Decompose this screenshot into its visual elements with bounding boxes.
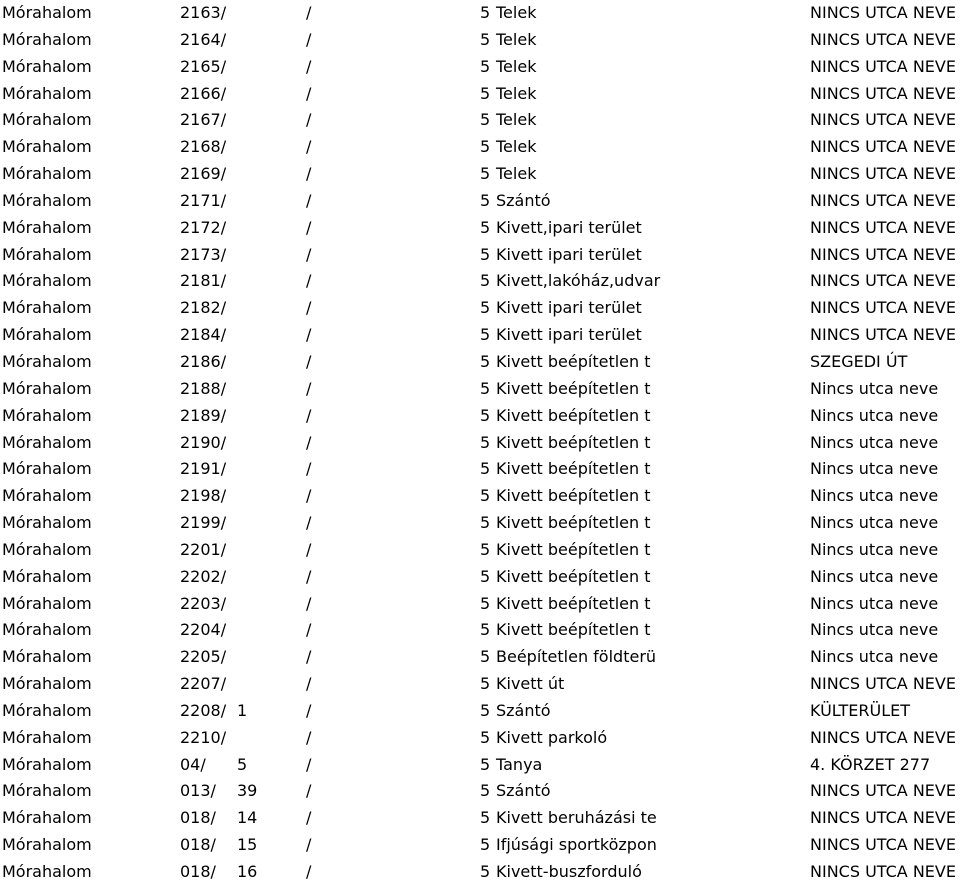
city-cell: Mórahalom [2, 325, 92, 345]
separator-cell: / [306, 110, 312, 130]
table-row [0, 430, 960, 457]
count-cell: 5 [480, 56, 491, 76]
city-cell: Mórahalom [2, 781, 92, 801]
separator-cell: / [306, 325, 312, 345]
street-cell: Nincs utca neve [810, 405, 939, 425]
separator-cell: / [306, 727, 312, 747]
land-type-cell: Ifjúsági sportközpon [496, 835, 657, 855]
count-cell: 5 [480, 513, 491, 533]
table-row [0, 349, 960, 376]
land-type-cell: Beépítetlen földterü [496, 647, 657, 667]
land-type-cell: Telek [496, 110, 537, 130]
separator-cell: / [306, 3, 312, 22]
land-type-cell: Szántó [496, 781, 551, 801]
parcel-number-cell: 2201/ [180, 539, 227, 559]
count-cell: 5 [480, 593, 491, 613]
parcel-subnumber-cell: 15 [237, 835, 258, 855]
count-cell: 5 [480, 674, 491, 694]
separator-cell: / [306, 620, 312, 640]
count-cell: 5 [480, 110, 491, 130]
separator-cell: / [306, 754, 312, 774]
table-row [0, 671, 960, 698]
land-type-cell: Kivett beépítetlen t [496, 486, 651, 506]
street-cell: NINCS UTCA NEVE [810, 29, 956, 49]
land-type-cell: Kivett beépítetlen t [496, 566, 651, 586]
land-type-cell: Kivett,ipari terület [496, 217, 642, 237]
city-cell: Mórahalom [2, 674, 92, 694]
table-row [0, 161, 960, 188]
separator-cell: / [306, 190, 312, 210]
count-cell: 5 [480, 405, 491, 425]
table-row [0, 644, 960, 671]
street-cell: NINCS UTCA NEVE [810, 56, 956, 76]
table-row [0, 805, 960, 832]
count-cell: 5 [480, 378, 491, 398]
parcel-number-cell: 2208/ [180, 700, 227, 720]
street-cell: Nincs utca neve [810, 378, 939, 398]
parcel-number-cell: 2184/ [180, 325, 227, 345]
land-type-cell: Kivett beépítetlen t [496, 513, 651, 533]
land-type-cell: Kivett ipari terület [496, 325, 642, 345]
street-cell: NINCS UTCA NEVE [810, 110, 956, 130]
separator-cell: / [306, 513, 312, 533]
parcel-number-cell: 2163/ [180, 3, 227, 22]
street-cell: Nincs utca neve [810, 459, 939, 479]
table-row [0, 859, 960, 886]
parcel-number-cell: 2203/ [180, 593, 227, 613]
city-cell: Mórahalom [2, 217, 92, 237]
table-row [0, 242, 960, 269]
count-cell: 5 [480, 486, 491, 506]
count-cell: 5 [480, 137, 491, 157]
table-row [0, 725, 960, 752]
table-row [0, 0, 960, 27]
street-cell: NINCS UTCA NEVE [810, 190, 956, 210]
land-type-cell: Kivett beépítetlen t [496, 432, 651, 452]
street-cell: NINCS UTCA NEVE [810, 3, 956, 22]
city-cell: Mórahalom [2, 835, 92, 855]
street-cell: Nincs utca neve [810, 539, 939, 559]
count-cell: 5 [480, 781, 491, 801]
city-cell: Mórahalom [2, 378, 92, 398]
parcel-number-cell: 2204/ [180, 620, 227, 640]
street-cell: Nincs utca neve [810, 513, 939, 533]
parcel-number-cell: 2166/ [180, 83, 227, 103]
parcel-number-cell: 2190/ [180, 432, 227, 452]
count-cell: 5 [480, 164, 491, 184]
table-row [0, 107, 960, 134]
city-cell: Mórahalom [2, 486, 92, 506]
table-row [0, 617, 960, 644]
parcel-number-cell: 2164/ [180, 29, 227, 49]
land-type-cell: Telek [496, 3, 537, 22]
street-cell: Nincs utca neve [810, 486, 939, 506]
parcel-number-cell: 2210/ [180, 727, 227, 747]
separator-cell: / [306, 647, 312, 667]
table-row [0, 81, 960, 108]
count-cell: 5 [480, 566, 491, 586]
parcel-subnumber-cell: 16 [237, 862, 258, 881]
separator-cell: / [306, 566, 312, 586]
city-cell: Mórahalom [2, 432, 92, 452]
table-row [0, 134, 960, 161]
land-type-cell: Telek [496, 56, 537, 76]
table-row [0, 537, 960, 564]
land-type-cell: Kivett,lakóház,udvar [496, 271, 661, 291]
parcel-number-cell: 2182/ [180, 298, 227, 318]
count-cell: 5 [480, 539, 491, 559]
parcel-number-cell: 018/ [180, 862, 216, 881]
table-row [0, 215, 960, 242]
parcel-subnumber-cell: 5 [237, 754, 248, 774]
city-cell: Mórahalom [2, 808, 92, 828]
city-cell: Mórahalom [2, 566, 92, 586]
table-row [0, 376, 960, 403]
land-type-cell: Telek [496, 164, 537, 184]
count-cell: 5 [480, 862, 491, 881]
street-cell: NINCS UTCA NEVE [810, 217, 956, 237]
land-type-cell: Kivett beépítetlen t [496, 539, 651, 559]
land-type-cell: Kivett beépítetlen t [496, 459, 651, 479]
table-row [0, 403, 960, 430]
separator-cell: / [306, 378, 312, 398]
city-cell: Mórahalom [2, 3, 92, 22]
land-type-cell: Tanya [496, 754, 543, 774]
parcel-number-cell: 2186/ [180, 351, 227, 371]
land-type-cell: Kivett beépítetlen t [496, 620, 651, 640]
street-cell: NINCS UTCA NEVE [810, 862, 956, 881]
parcel-number-cell: 2199/ [180, 513, 227, 533]
parcel-number-cell: 2189/ [180, 405, 227, 425]
table-row [0, 27, 960, 54]
separator-cell: / [306, 593, 312, 613]
land-type-cell: Kivett beépítetlen t [496, 351, 651, 371]
street-cell: NINCS UTCA NEVE [810, 781, 956, 801]
table-row [0, 322, 960, 349]
table-row [0, 188, 960, 215]
separator-cell: / [306, 405, 312, 425]
street-cell: Nincs utca neve [810, 647, 939, 667]
city-cell: Mórahalom [2, 190, 92, 210]
count-cell: 5 [480, 325, 491, 345]
city-cell: Mórahalom [2, 593, 92, 613]
street-cell: NINCS UTCA NEVE [810, 325, 956, 345]
street-cell: NINCS UTCA NEVE [810, 674, 956, 694]
street-cell: Nincs utca neve [810, 620, 939, 640]
parcel-number-cell: 2205/ [180, 647, 227, 667]
table-row [0, 752, 960, 779]
city-cell: Mórahalom [2, 539, 92, 559]
parcel-number-cell: 2165/ [180, 56, 227, 76]
count-cell: 5 [480, 3, 491, 22]
table-row [0, 510, 960, 537]
table-row [0, 698, 960, 725]
city-cell: Mórahalom [2, 56, 92, 76]
separator-cell: / [306, 700, 312, 720]
separator-cell: / [306, 164, 312, 184]
street-cell: NINCS UTCA NEVE [810, 137, 956, 157]
street-cell: SZEGEDI ÚT [810, 351, 908, 371]
parcel-number-cell: 2171/ [180, 190, 227, 210]
count-cell: 5 [480, 754, 491, 774]
count-cell: 5 [480, 620, 491, 640]
land-type-cell: Kivett-buszforduló [496, 862, 642, 881]
separator-cell: / [306, 351, 312, 371]
street-cell: Nincs utca neve [810, 432, 939, 452]
count-cell: 5 [480, 83, 491, 103]
land-type-cell: Telek [496, 137, 537, 157]
city-cell: Mórahalom [2, 83, 92, 103]
city-cell: Mórahalom [2, 647, 92, 667]
street-cell: NINCS UTCA NEVE [810, 271, 956, 291]
city-cell: Mórahalom [2, 244, 92, 264]
land-type-cell: Kivett parkoló [496, 727, 608, 747]
city-cell: Mórahalom [2, 620, 92, 640]
city-cell: Mórahalom [2, 164, 92, 184]
separator-cell: / [306, 862, 312, 881]
street-cell: NINCS UTCA NEVE [810, 244, 956, 264]
land-type-cell: Kivett ipari terület [496, 244, 642, 264]
land-type-cell: Szántó [496, 700, 551, 720]
table-row [0, 54, 960, 81]
street-cell: 4. KÖRZET 277 [810, 754, 931, 774]
separator-cell: / [306, 835, 312, 855]
separator-cell: / [306, 29, 312, 49]
parcel-number-cell: 2202/ [180, 566, 227, 586]
city-cell: Mórahalom [2, 754, 92, 774]
street-cell: NINCS UTCA NEVE [810, 164, 956, 184]
separator-cell: / [306, 298, 312, 318]
separator-cell: / [306, 539, 312, 559]
table-row [0, 483, 960, 510]
count-cell: 5 [480, 647, 491, 667]
separator-cell: / [306, 781, 312, 801]
parcel-number-cell: 04/ [180, 754, 206, 774]
count-cell: 5 [480, 351, 491, 371]
separator-cell: / [306, 674, 312, 694]
land-type-cell: Telek [496, 29, 537, 49]
parcel-number-cell: 2172/ [180, 217, 227, 237]
count-cell: 5 [480, 700, 491, 720]
land-type-cell: Szántó [496, 190, 551, 210]
separator-cell: / [306, 56, 312, 76]
parcel-number-cell: 2207/ [180, 674, 227, 694]
count-cell: 5 [480, 29, 491, 49]
city-cell: Mórahalom [2, 298, 92, 318]
street-cell: Nincs utca neve [810, 566, 939, 586]
parcel-number-cell: 2168/ [180, 137, 227, 157]
street-cell: Nincs utca neve [810, 593, 939, 613]
separator-cell: / [306, 271, 312, 291]
table-row [0, 832, 960, 859]
street-cell: KÜLTERÜLET [810, 700, 910, 720]
street-cell: NINCS UTCA NEVE [810, 298, 956, 318]
land-type-cell: Kivett ipari terület [496, 298, 642, 318]
count-cell: 5 [480, 190, 491, 210]
parcel-subnumber-cell: 39 [237, 781, 258, 801]
land-type-cell: Kivett beépítetlen t [496, 378, 651, 398]
city-cell: Mórahalom [2, 110, 92, 130]
table-row [0, 456, 960, 483]
parcel-number-cell: 2169/ [180, 164, 227, 184]
parcel-subnumber-cell: 14 [237, 808, 258, 828]
count-cell: 5 [480, 835, 491, 855]
land-type-cell: Kivett beruházási te [496, 808, 657, 828]
street-cell: NINCS UTCA NEVE [810, 835, 956, 855]
parcel-number-cell: 2167/ [180, 110, 227, 130]
separator-cell: / [306, 486, 312, 506]
separator-cell: / [306, 137, 312, 157]
table-row [0, 295, 960, 322]
count-cell: 5 [480, 808, 491, 828]
table-row [0, 591, 960, 618]
separator-cell: / [306, 808, 312, 828]
count-cell: 5 [480, 298, 491, 318]
count-cell: 5 [480, 432, 491, 452]
land-type-cell: Kivett beépítetlen t [496, 593, 651, 613]
count-cell: 5 [480, 727, 491, 747]
parcel-number-cell: 018/ [180, 835, 216, 855]
city-cell: Mórahalom [2, 271, 92, 291]
parcel-number-cell: 2188/ [180, 378, 227, 398]
street-cell: NINCS UTCA NEVE [810, 727, 956, 747]
parcel-number-cell: 2198/ [180, 486, 227, 506]
table-row [0, 268, 960, 295]
city-cell: Mórahalom [2, 700, 92, 720]
street-cell: NINCS UTCA NEVE [810, 808, 956, 828]
city-cell: Mórahalom [2, 727, 92, 747]
parcel-number-cell: 2173/ [180, 244, 227, 264]
street-cell: NINCS UTCA NEVE [810, 83, 956, 103]
city-cell: Mórahalom [2, 137, 92, 157]
separator-cell: / [306, 217, 312, 237]
land-type-cell: Kivett beépítetlen t [496, 405, 651, 425]
parcel-number-cell: 2191/ [180, 459, 227, 479]
count-cell: 5 [480, 271, 491, 291]
separator-cell: / [306, 432, 312, 452]
table-row [0, 564, 960, 591]
count-cell: 5 [480, 459, 491, 479]
land-type-cell: Kivett út [496, 674, 565, 694]
count-cell: 5 [480, 217, 491, 237]
parcel-number-cell: 013/ [180, 781, 216, 801]
parcel-subnumber-cell: 1 [237, 700, 248, 720]
city-cell: Mórahalom [2, 351, 92, 371]
table-row [0, 778, 960, 805]
city-cell: Mórahalom [2, 29, 92, 49]
city-cell: Mórahalom [2, 459, 92, 479]
land-type-cell: Telek [496, 83, 537, 103]
city-cell: Mórahalom [2, 405, 92, 425]
parcel-number-cell: 018/ [180, 808, 216, 828]
separator-cell: / [306, 244, 312, 264]
parcel-number-cell: 2181/ [180, 271, 227, 291]
city-cell: Mórahalom [2, 513, 92, 533]
separator-cell: / [306, 83, 312, 103]
separator-cell: / [306, 459, 312, 479]
count-cell: 5 [480, 244, 491, 264]
city-cell: Mórahalom [2, 862, 92, 881]
